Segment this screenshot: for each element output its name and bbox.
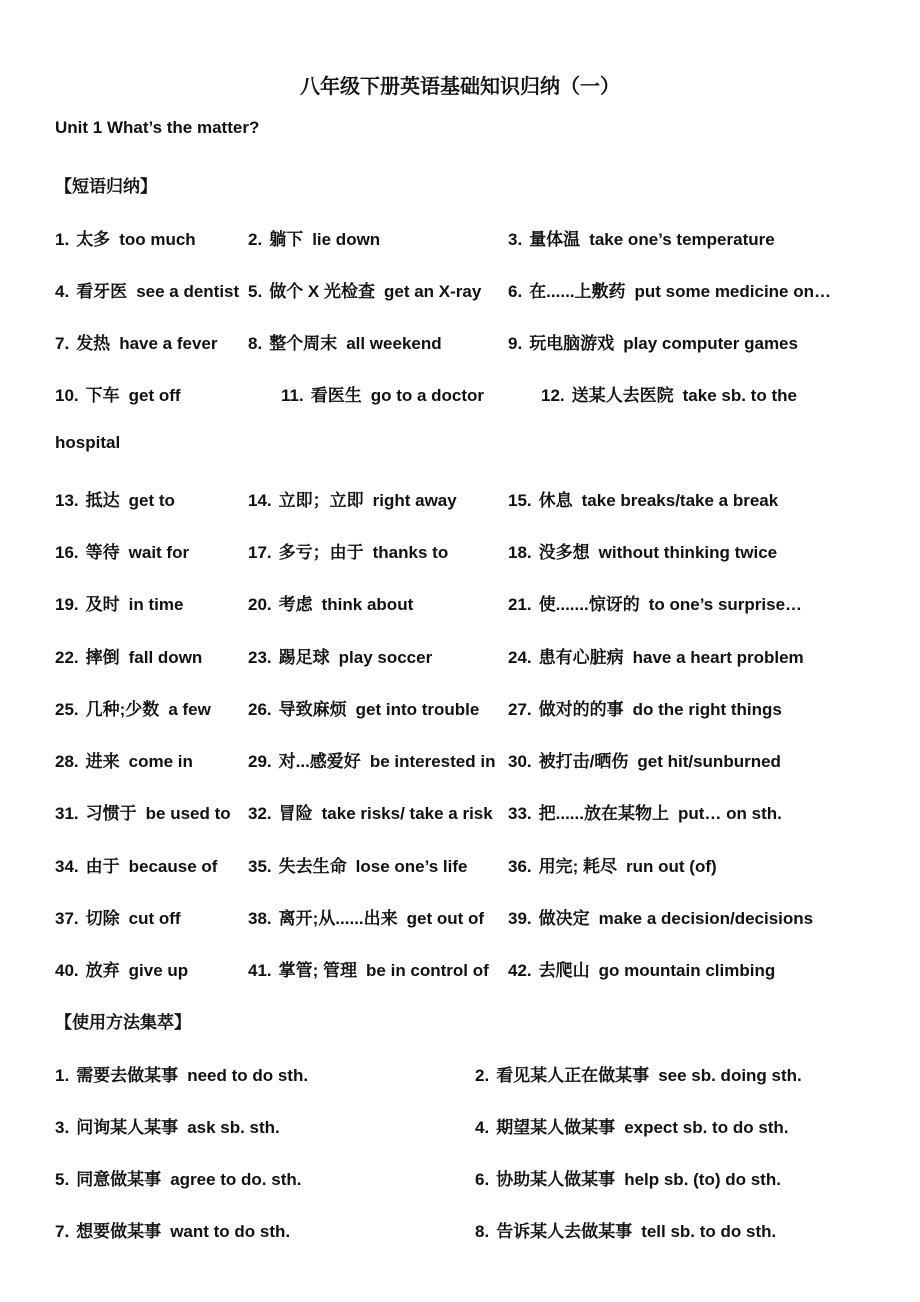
- item-chinese: 使.......惊讶的: [538, 595, 640, 614]
- item-english: cut off: [128, 909, 181, 928]
- phrase-row: [0, 277, 920, 303]
- item-number: 26.: [248, 700, 272, 719]
- usage-item-7: [55, 1217, 290, 1242]
- phrase-item-22: [55, 643, 202, 668]
- phrase-item-36: [508, 852, 717, 877]
- phrase-item-18: [508, 538, 777, 563]
- item-chinese: 进来: [85, 752, 120, 771]
- item-chinese: 问询某人某事: [76, 1118, 179, 1137]
- item-chinese: 用完; 耗尽: [538, 857, 618, 876]
- phrase-item-23: [248, 643, 432, 668]
- phrase-item-16: [55, 538, 189, 563]
- item-english: take risks/ take a risk: [321, 804, 493, 823]
- item-number: 7.: [55, 1222, 70, 1241]
- phrase-item-38: [248, 904, 484, 929]
- phrase-item-19: [55, 590, 183, 615]
- item-number: 8.: [248, 334, 263, 353]
- phrase-row: [0, 538, 920, 564]
- usage-item-2: [475, 1061, 802, 1086]
- item-number: 25.: [55, 700, 79, 719]
- phrase-row: [0, 590, 920, 616]
- usage-row: [0, 1113, 920, 1139]
- phrase-row: [0, 486, 920, 512]
- item-english: fall down: [128, 648, 203, 667]
- item-chinese: 几种;少数: [85, 700, 160, 719]
- item-number: 5.: [248, 282, 263, 301]
- item-number: 24.: [508, 648, 532, 667]
- phrase-item-1: [55, 225, 196, 250]
- item-chinese: 整个周末: [269, 334, 338, 353]
- item-english: get hit/sunburned: [637, 752, 781, 771]
- item-number: 29.: [248, 752, 272, 771]
- item-chinese: 做个 X 光检查: [269, 282, 375, 301]
- item-english: get into trouble: [355, 700, 480, 719]
- phrase-item-39: [508, 904, 813, 929]
- item-number: 17.: [248, 543, 272, 562]
- item-english: play soccer: [338, 648, 433, 667]
- phrase-item-37: [55, 904, 181, 929]
- item-number: 19.: [55, 595, 79, 614]
- item-number: 37.: [55, 909, 79, 928]
- item-number: 6.: [475, 1170, 490, 1189]
- item-chinese: 在......上敷药: [529, 282, 626, 301]
- item-number: 40.: [55, 961, 79, 980]
- item-english: take breaks/take a break: [581, 491, 779, 510]
- item-chinese: 玩电脑游戏: [529, 334, 615, 353]
- item-number: 6.: [508, 282, 523, 301]
- item-chinese: 多亏；由于: [278, 543, 364, 562]
- phrase-item-9: [508, 329, 798, 354]
- phrase-item-20: [248, 590, 413, 615]
- item-chinese: 切除: [85, 909, 120, 928]
- phrase-item-32: [248, 799, 493, 824]
- item-english: right away: [372, 491, 457, 510]
- item-english: do the right things: [632, 700, 782, 719]
- item-number: 15.: [508, 491, 532, 510]
- item-english: come in: [128, 752, 193, 771]
- item-number: 2.: [475, 1066, 490, 1085]
- phrase-item-42: [508, 956, 775, 981]
- item-chinese: 踢足球: [278, 648, 330, 667]
- item-number: 38.: [248, 909, 272, 928]
- phrase-item-12: [541, 381, 797, 406]
- item-number: 41.: [248, 961, 272, 980]
- item-english: have a heart problem: [632, 648, 804, 667]
- usage-item-6: [475, 1165, 781, 1190]
- phrase-item-28: [55, 747, 193, 772]
- item-number: 28.: [55, 752, 79, 771]
- item-number: 13.: [55, 491, 79, 510]
- item-english: too much: [119, 230, 196, 249]
- item-english: agree to do. sth.: [170, 1170, 302, 1189]
- item-chinese: 发热: [76, 334, 111, 353]
- item-english: get off: [128, 386, 181, 405]
- phrase-item-6: [508, 277, 831, 302]
- item-english: put… on sth.: [677, 804, 782, 823]
- item-chinese: 期望某人做某事: [496, 1118, 616, 1137]
- item-chinese: 休息: [538, 491, 573, 510]
- item-number: 32.: [248, 804, 272, 823]
- phrase-overflow-line: hospital: [55, 433, 121, 452]
- item-chinese: 由于: [85, 857, 120, 876]
- item-chinese: 习惯于: [85, 804, 137, 823]
- phrase-item-2: [248, 225, 380, 250]
- item-chinese: 放弃: [85, 961, 120, 980]
- phrase-row: [0, 904, 920, 930]
- item-english: go to a doctor: [370, 386, 485, 405]
- item-number: 1.: [55, 230, 70, 249]
- item-number: 11.: [281, 386, 304, 405]
- item-chinese: 没多想: [538, 543, 590, 562]
- item-chinese: 做对的的事: [538, 700, 624, 719]
- item-chinese: 协助某人做某事: [496, 1170, 616, 1189]
- item-chinese: 患有心脏病: [538, 648, 624, 667]
- item-number: 7.: [55, 334, 70, 353]
- item-english: give up: [128, 961, 189, 980]
- item-english: take one’s temperature: [589, 230, 775, 249]
- item-english: want to do sth.: [170, 1222, 291, 1241]
- phrase-item-21: [508, 590, 802, 615]
- phrase-item-41: [248, 956, 489, 981]
- phrase-row: [0, 852, 920, 878]
- item-english: ask sb. sth.: [187, 1118, 280, 1137]
- usage-item-4: [475, 1113, 789, 1138]
- phrase-item-13: [55, 486, 175, 511]
- item-english: go mountain climbing: [598, 961, 776, 980]
- item-english: all weekend: [346, 334, 442, 353]
- item-number: 22.: [55, 648, 79, 667]
- item-chinese: 送某人去医院: [571, 386, 674, 405]
- item-number: 35.: [248, 857, 272, 876]
- item-english: think about: [321, 595, 414, 614]
- item-chinese: 需要去做某事: [76, 1066, 179, 1085]
- usage-row: [0, 1061, 920, 1087]
- item-chinese: 下车: [85, 386, 120, 405]
- item-number: 39.: [508, 909, 532, 928]
- item-chinese: 同意做某事: [76, 1170, 162, 1189]
- item-chinese: 摔倒: [85, 648, 120, 667]
- phrase-item-30: [508, 747, 781, 772]
- usage-item-3: [55, 1113, 280, 1138]
- item-english: without thinking twice: [598, 543, 778, 562]
- item-number: 10.: [55, 386, 79, 405]
- item-number: 3.: [55, 1118, 70, 1137]
- item-chinese: 导致麻烦: [278, 700, 347, 719]
- item-chinese: 做决定: [538, 909, 590, 928]
- phrase-item-17: [248, 538, 448, 563]
- item-chinese: 想要做某事: [76, 1222, 162, 1241]
- item-english: run out (of): [626, 857, 717, 876]
- item-number: 8.: [475, 1222, 490, 1241]
- item-english: lie down: [312, 230, 381, 249]
- item-english: make a decision/decisions: [598, 909, 814, 928]
- item-number: 23.: [248, 648, 272, 667]
- item-english: a few: [168, 700, 211, 719]
- item-english: in time: [128, 595, 184, 614]
- item-number: 42.: [508, 961, 532, 980]
- item-number: 5.: [55, 1170, 70, 1189]
- item-english: thanks to: [372, 543, 449, 562]
- item-chinese: 太多: [76, 230, 111, 249]
- item-english: get out of: [406, 909, 485, 928]
- item-chinese: 看牙医: [76, 282, 128, 301]
- item-chinese: 躺下: [269, 230, 304, 249]
- item-number: 20.: [248, 595, 272, 614]
- phrase-item-11: [281, 381, 484, 406]
- item-chinese: 冒险: [278, 804, 313, 823]
- usage-row: [0, 1165, 920, 1191]
- item-number: 12.: [541, 386, 565, 405]
- item-english: see sb. doing sth.: [658, 1066, 802, 1085]
- usage-item-1: [55, 1061, 308, 1086]
- phrase-item-35: [248, 852, 467, 877]
- phrase-item-7: [55, 329, 217, 354]
- item-number: 34.: [55, 857, 79, 876]
- page-title: 八年级下册英语基础知识归纳（一）: [300, 76, 620, 98]
- item-number: 4.: [475, 1118, 490, 1137]
- phrase-row: [0, 329, 920, 355]
- item-number: 2.: [248, 230, 263, 249]
- phrase-item-40: [55, 956, 188, 981]
- item-chinese: 立即；立即: [278, 491, 364, 510]
- item-number: 27.: [508, 700, 532, 719]
- item-chinese: 失去生命: [278, 857, 347, 876]
- item-number: 16.: [55, 543, 79, 562]
- phrase-item-29: [248, 747, 495, 772]
- phrase-row: [0, 695, 920, 721]
- phrase-item-3: [508, 225, 775, 250]
- item-number: 9.: [508, 334, 523, 353]
- item-chinese: 等待: [85, 543, 120, 562]
- item-number: 14.: [248, 491, 272, 510]
- item-english: put some medicine on…: [634, 282, 832, 301]
- phrase-item-15: [508, 486, 778, 511]
- phrase-row: [0, 381, 920, 407]
- item-chinese: 及时: [85, 595, 120, 614]
- phrase-row: [0, 225, 920, 251]
- usage-row: [0, 1217, 920, 1243]
- item-chinese: 考虑: [278, 595, 313, 614]
- phrase-row: [0, 799, 920, 825]
- phrase-item-4: [55, 277, 239, 302]
- item-english: have a fever: [119, 334, 218, 353]
- item-english: tell sb. to do sth.: [641, 1222, 777, 1241]
- item-chinese: 抵达: [85, 491, 120, 510]
- usage-item-8: [475, 1217, 776, 1242]
- phrase-item-8: [248, 329, 442, 354]
- item-chinese: 看医生: [310, 386, 362, 405]
- item-number: 36.: [508, 857, 532, 876]
- phrase-item-14: [248, 486, 457, 511]
- item-english: be interested in: [369, 752, 496, 771]
- item-number: 21.: [508, 595, 532, 614]
- item-english: be used to: [145, 804, 231, 823]
- item-chinese: 告诉某人去做某事: [496, 1222, 633, 1241]
- phrase-row: [0, 747, 920, 773]
- phrase-item-24: [508, 643, 804, 668]
- phrase-item-10: [55, 381, 181, 406]
- item-chinese: 离开;从......出来: [278, 909, 398, 928]
- phrase-item-26: [248, 695, 479, 720]
- item-english: take sb. to the: [682, 386, 797, 405]
- item-chinese: 掌管; 管理: [278, 961, 358, 980]
- item-english: to one’s surprise…: [648, 595, 803, 614]
- item-chinese: 看见某人正在做某事: [496, 1066, 650, 1085]
- item-number: 31.: [55, 804, 79, 823]
- item-english: get to: [128, 491, 175, 510]
- item-number: 30.: [508, 752, 532, 771]
- item-english: see a dentist: [136, 282, 240, 301]
- item-english: need to do sth.: [187, 1066, 309, 1085]
- item-number: 18.: [508, 543, 532, 562]
- phrases-section-heading: 【短语归纳】: [55, 177, 157, 196]
- item-english: play computer games: [623, 334, 798, 353]
- phrase-item-33: [508, 799, 782, 824]
- item-chinese: 被打击/晒伤: [538, 752, 629, 771]
- item-english: help sb. (to) do sth.: [624, 1170, 781, 1189]
- usage-item-5: [55, 1165, 301, 1190]
- phrase-item-25: [55, 695, 211, 720]
- item-english: get an X-ray: [383, 282, 482, 301]
- usages-section-heading: 【使用方法集萃】: [55, 1013, 191, 1032]
- item-number: 33.: [508, 804, 532, 823]
- item-english: lose one’s life: [355, 857, 468, 876]
- item-english: be in control of: [366, 961, 489, 980]
- phrase-row: [0, 956, 920, 982]
- item-chinese: 把......放在某物上: [538, 804, 669, 823]
- phrase-item-34: [55, 852, 217, 877]
- phrase-item-31: [55, 799, 231, 824]
- item-number: 1.: [55, 1066, 70, 1085]
- item-english: wait for: [128, 543, 190, 562]
- item-chinese: 量体温: [529, 230, 581, 249]
- item-english: because of: [128, 857, 218, 876]
- item-number: 3.: [508, 230, 523, 249]
- phrase-row: [0, 643, 920, 669]
- item-chinese: 去爬山: [538, 961, 590, 980]
- phrase-item-27: [508, 695, 782, 720]
- phrase-item-5: [248, 277, 481, 302]
- unit-heading: Unit 1 What’s the matter?: [55, 118, 260, 137]
- item-number: 4.: [55, 282, 70, 301]
- item-english: expect sb. to do sth.: [624, 1118, 789, 1137]
- item-chinese: 对...感爱好: [278, 752, 361, 771]
